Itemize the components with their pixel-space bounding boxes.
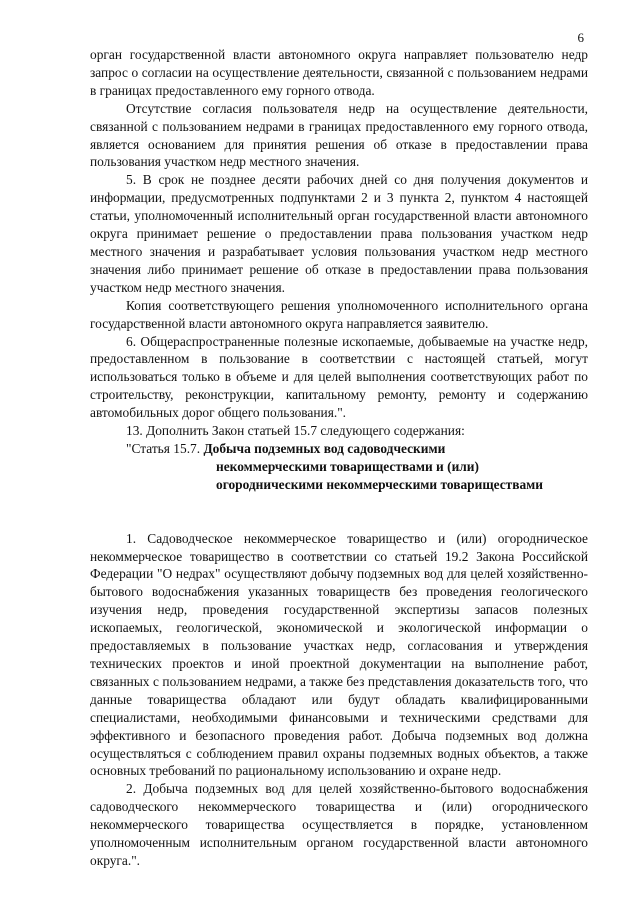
article-title-line-2: некоммерческими товариществами и (или) (216, 458, 479, 474)
article-heading (90, 440, 588, 494)
paragraph-consent-absence: Отсутствие согласия пользователя недр на осуществление деятельности, связанной с пользованием недрами в границах предоставленного ему горного отвода, является основанием для принятия решения об отказе в предоставлении права пользования участком недр местного значения. (90, 100, 588, 170)
paragraph-item-13: 13. Дополнить Закон статьей 15.7 следующего содержания: (126, 423, 465, 439)
article-title-line-3: огородническими некоммерческими товариществами (216, 476, 544, 492)
document-body (90, 46, 588, 870)
paragraph-article-item-2: 2. Добыча подземных вод для целей хозяйственно-бытового водоснабжения садоводческого некоммерческого товарищества и (или) огороднического некоммерческого товарищества осуществляется в порядке, установленном уполномоченным исполнительным органом государственной власти автономного округа.". (90, 781, 588, 868)
page-number: 6 (577, 30, 584, 45)
article-number: "Статья 15.7. (126, 440, 201, 456)
paragraph-item-6: 6. Общераспространенные полезные ископаемые, добываемые на участке недр, предоставленном в пользование в соответствии с настоящей статьей, могут использоваться только в объеме и для целей выполнения соответствующих работ по строительству, реконструкции, капитальному ремонту, ремонту и содержанию автомобильных дорог общего пользования.". (90, 333, 588, 421)
article-title-line-1: Добыча подземных вод садоводческими (203, 440, 446, 456)
heading-spacer (90, 494, 588, 530)
paragraph-item-5: 5. В срок не позднее десяти рабочих дней со дня получения документов и информации, предусмотренных подпунктами 2 и 3 пункта 2, пунктом 4 настоящей статьи, уполномоченный исполнительный орган государственной власти автономного округа принимает решение о предоставлении права пользования участком недр местного значения и разрабатывает условия пользования участком недр местного значения либо принимает решение об отказе в предоставлении права пользования участком недр местного значения. (90, 172, 588, 295)
paragraph-article-item-1: 1. Садоводческое некоммерческое товарищество и (или) огородническое некоммерческое товарищество в соответствии со статьей 19.2 Закона Российской Федерации "О недрах" осуществляют добычу подземных вод для целей хозяйственно-бытового водоснабжения указанных товариществ без проведения геологического изучения недр, проведения государственной экспертизы запасов полезных ископаемых, геологической, экономической и экологической информации о предоставляемых в пользование участках недр, согласования и утверждения технических проектов и иной проектной документации на выполнение работ, связанных с пользованием недрами, а также без представления доказательств того, что данные товарищества обладают или будут обладать квалифицированными специалистами, необходимыми финансовыми и техническими средствами для эффективного и безопасного проведения работ. Добыча подземных вод должна осуществляться с соблюдением правил охраны подземных водных объектов, а также основных требований по рациональному использованию и охране недр. (90, 530, 588, 779)
paragraph-continuation: орган государственной власти автономного округа направляет пользователю недр запрос о согласии на осуществление деятельности, связанной с пользованием недрами в границах предоставленного ему горного отвода. (90, 47, 588, 98)
paragraph-decision-copy: Копия соответствующего решения уполномоченного исполнительного органа государственной власти автономного округа направляется заявителю. (90, 297, 588, 331)
